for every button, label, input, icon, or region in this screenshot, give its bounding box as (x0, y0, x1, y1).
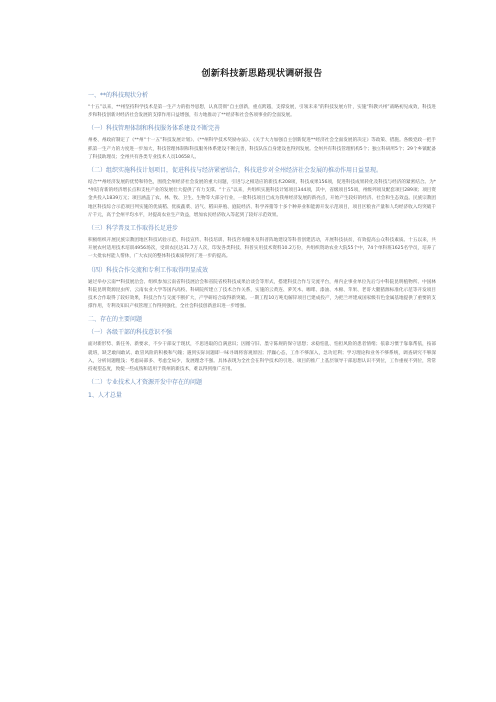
paragraph: 积极组织开展民族宗教团地区科技试验示范、科技宣传、科技培训、科技咨询服务及科普阵地建设等科普创建活动，开展科技扶贫，有效提高公众科技素质。十五以来，共开展农村适用技术培训4956场次，受训农民达31.7万人次，印发各类科技、科普实用技术资料10.2万份，共组织资助农业大院55个中，74个单科班1625名学员，培养了一大批农村能人帮休，广大农民的整体科技素质得到了进一步的提高。 (88, 238, 436, 260)
paragraph: 州委、州政府制定了《**州“十一五”科技发展计划》、《**州科学技术奖励办法》、《关于大力加强自主创新促进**经济社会全面发展的决定》等政策、措施。各级党政一把手抓第一生产力的力度进一步加大，科技管理体制和科技服务体系建设不断完善，科技队伍自身建设也得到发展。全州共有科技管理机构5个；独立科研所5个；29个乡镇配备了科技助理员；全州共有各类专业技术人员10658人。 (88, 138, 436, 160)
section-heading: （一）科技管理体制和科技服务体系建设不断完善 (88, 125, 221, 133)
paragraph: 结合**州经济发展的优势和特色，围绕全州经济社会发展的重大问题，引进与之相适应的新技术208项，科技成果156项，促进科技成果转化及科技与经济的紧密结合。为**州培育新的经济增长点和支柱产业的发展壮大提供了有力支撑。“十五”以来，共组织实施科技计划项目344项，其中，省级项目55项，州级列项及配套项目289项；项目资金共投入1839万元；项目涵盖了农、林、牧、卫生、生物等大部分行业，一批科技项目已成为我州经济发展的新亮点，开始产生较好的经济、社会和生态效益。民族宗教团地区科技综合示范项目列实施的优质稻、优质蔬菜、沼气、稻田养殖、庭院经济、科学养猪等十多个种养业和能源开发示范项目，项目区粮食产量和人均经济收入均突破千斤千元，高于全州平均水平，对提高农业生产效益，增加农民经济收入等起到了较好示范效果。 (88, 180, 436, 218)
section-heading: （二）组织实施科技计划项目，促进科技与经济紧密结合，科技进步对全州经济社会发展的推动作用日益显现。 (88, 167, 383, 175)
section-heading: （四）科技合作交流和专利工作取得明显成效 (88, 266, 209, 274)
paragraph: 通过举办云南**科技展洽会、组织参加云南省科技展洽会和省院省校科技成果洽谈会等形式，搭建科技合作与交流平台，州内企事业单位先后与中科院昆明植物所、中国林科院昆明资源昆虫所、云南农业大学等国内高校、科研院所建立了技术合作关系，实施的云黄连、萝芙木、咖啡、漆油、木棉、苹果、老哥大腿猪源标准化示范等开发项目技术合作取得了较好效果，科技合作与交流不断扩大，产学研结合取得新突破。一期工程10万吨电解锌项目已建成投产，为把兰坪建成国家级有色金属基地提供了重要的支撑作用，专利及知识产权管理工作得到强化，全社会科技创新意识进一步增强。 (88, 279, 436, 310)
paragraph: “十五”以来，**州坚持科学技术是第一生产力的指导思想，认真贯彻“自主创新，重点跨越，支撑发展，引领未来”的科技发展方针，实施“科教兴州”战略初见成效，科技进步和科技创新对经济社会发展的支撑作用日益增强，有力地推动了**经济和社会各项事业的全面发展。 (88, 105, 436, 119)
page-title: 创新科技新思路现状调研报告 (201, 69, 323, 79)
section-heading: 二、存在的主要问题 (88, 316, 143, 324)
section-heading: 一、**的科技现状分析 (88, 92, 149, 99)
section-heading: （一）各级干部的科技意识不强 (88, 329, 173, 337)
section-heading: （二）专业技术人才资源开发中存在的问题 (88, 379, 203, 387)
paragraph: 面对新形势、新任务、新要求，不少干部安于现状，不思进取的自满意识；因循守旧、墨守陈规的保守思想；求稳怕乱、怕担风险的患者情绪；依靠习惯于靠靠帮依，按部就班，缺乏敢闯敢试、敢冒风险的积极和气魄；遇到实际问题即一味寻调将客观原因；浮躁心态，工作不够深入，急功近利；学习理论和业务不够系统，调查研究不够深入，分析问题粗浅；考虑局部多、考虑全局少，发展理念不强。具体表现为全社会在科学技术的引进、项目的推广上基层领导干部思想认识不到位，工作重视不到位，常常持观望态度，致使一些成熟和适用于我州的新技术，难以得到推广应用。 (88, 342, 436, 373)
section-heading: （三）科学普及工作取得长足进步 (88, 225, 179, 233)
section-heading: 1、人才总量 (88, 392, 122, 400)
